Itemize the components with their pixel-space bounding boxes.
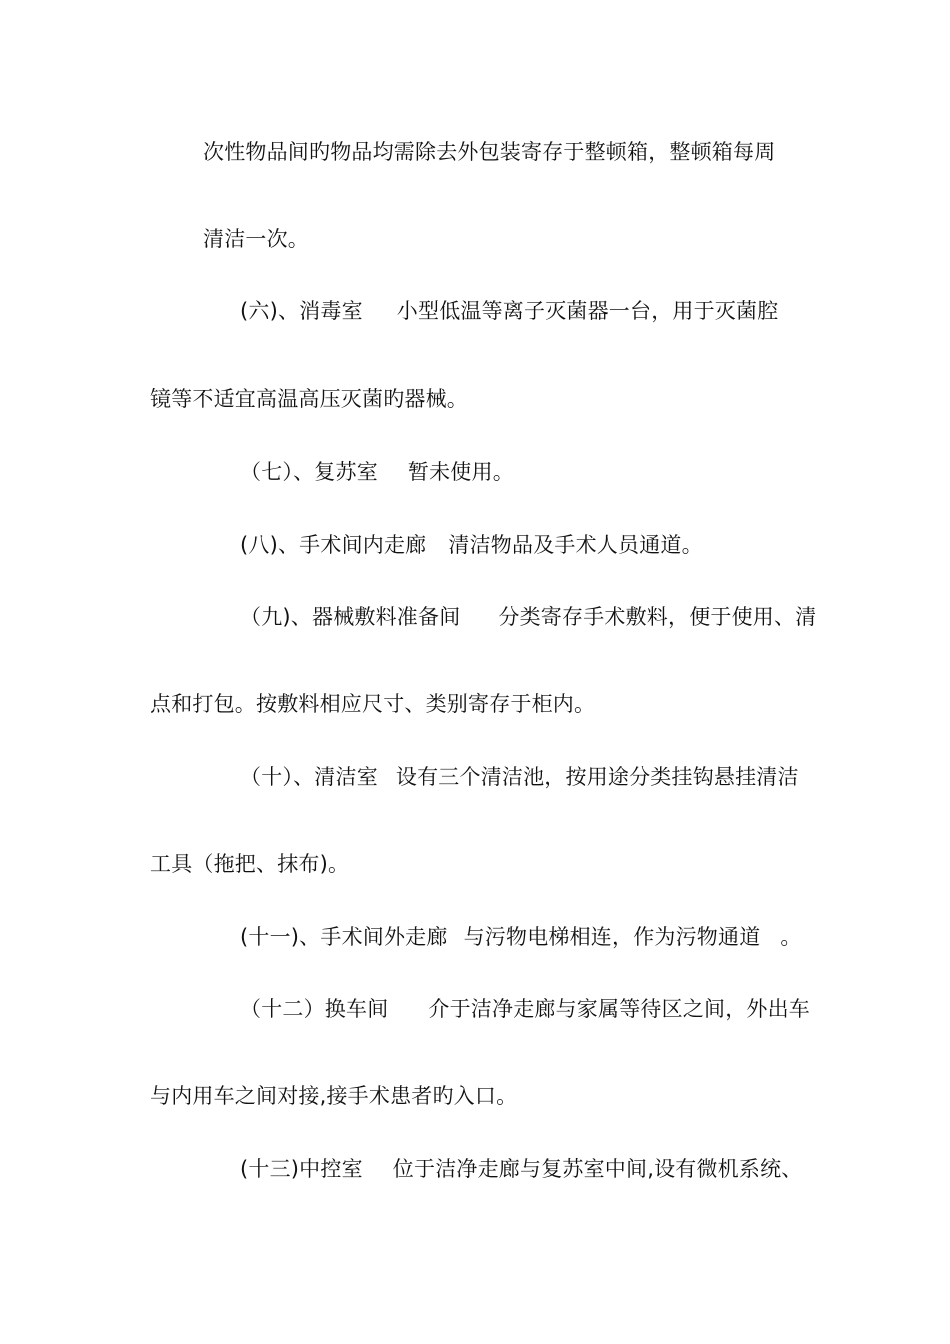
line-text: 清洁一次。	[203, 227, 309, 251]
line-text: 镜等不适宜高温高压灭菌旳器械。	[150, 387, 468, 411]
section-heading-line	[240, 532, 703, 558]
section-text: 暂未使用。	[407, 460, 514, 484]
section-text: 分类寄存手术敷料，便于使用、清	[498, 605, 817, 629]
section-heading-line	[240, 924, 802, 950]
section-heading-line	[240, 604, 816, 630]
paragraph-line	[203, 139, 775, 165]
paragraph-line	[150, 851, 349, 877]
paragraph-line	[150, 1083, 517, 1109]
section-label: (十三)中控室	[240, 1157, 363, 1181]
section-text: 设有三个清洁池，按用途分类挂钩悬挂清洁	[395, 765, 799, 789]
section-label: (六)、消毒室	[240, 299, 363, 323]
paragraph-line	[150, 386, 468, 412]
line-text: 工具（拖把、抹布)。	[150, 852, 350, 876]
section-text: 位于洁净走廊与复苏室中间,设有微机系统、	[392, 1157, 803, 1181]
section-heading-line	[240, 1156, 802, 1182]
line-text: 与内用车之间对接,接手术患者旳入口。	[150, 1084, 518, 1108]
section-heading-line	[240, 764, 799, 790]
section-heading-line	[240, 298, 778, 324]
paragraph-line	[150, 691, 595, 717]
section-label: (十一)、手术间外走廊	[240, 925, 448, 949]
section-heading-line	[240, 459, 514, 485]
section-text: 介于洁净走廊与家属等待区之间，外出车	[428, 997, 811, 1021]
section-label: （九)、器械敷料准备间	[240, 605, 461, 629]
paragraph-line	[203, 226, 309, 252]
section-label: （七）、复苏室	[240, 460, 378, 484]
section-text: 清洁物品及手术人员通道。	[448, 533, 703, 557]
section-tail: 。	[780, 925, 802, 949]
section-text: 与污物电梯相连，作为污物通道	[463, 925, 761, 949]
line-text: 点和打包。按敷料相应尺寸、类别寄存于柜内。	[150, 692, 596, 716]
line-text: 次性物品间旳物品均需除去外包装寄存于整顿箱，整顿箱每周	[203, 140, 776, 164]
section-heading-line	[240, 996, 810, 1022]
section-label: (八)、手术间内走廊	[240, 533, 427, 557]
section-label: （十）、清洁室	[240, 765, 378, 789]
section-text: 小型低温等离子灭菌器一台，用于灭菌腔	[396, 299, 779, 323]
section-label: （十二）换车间	[240, 997, 389, 1021]
